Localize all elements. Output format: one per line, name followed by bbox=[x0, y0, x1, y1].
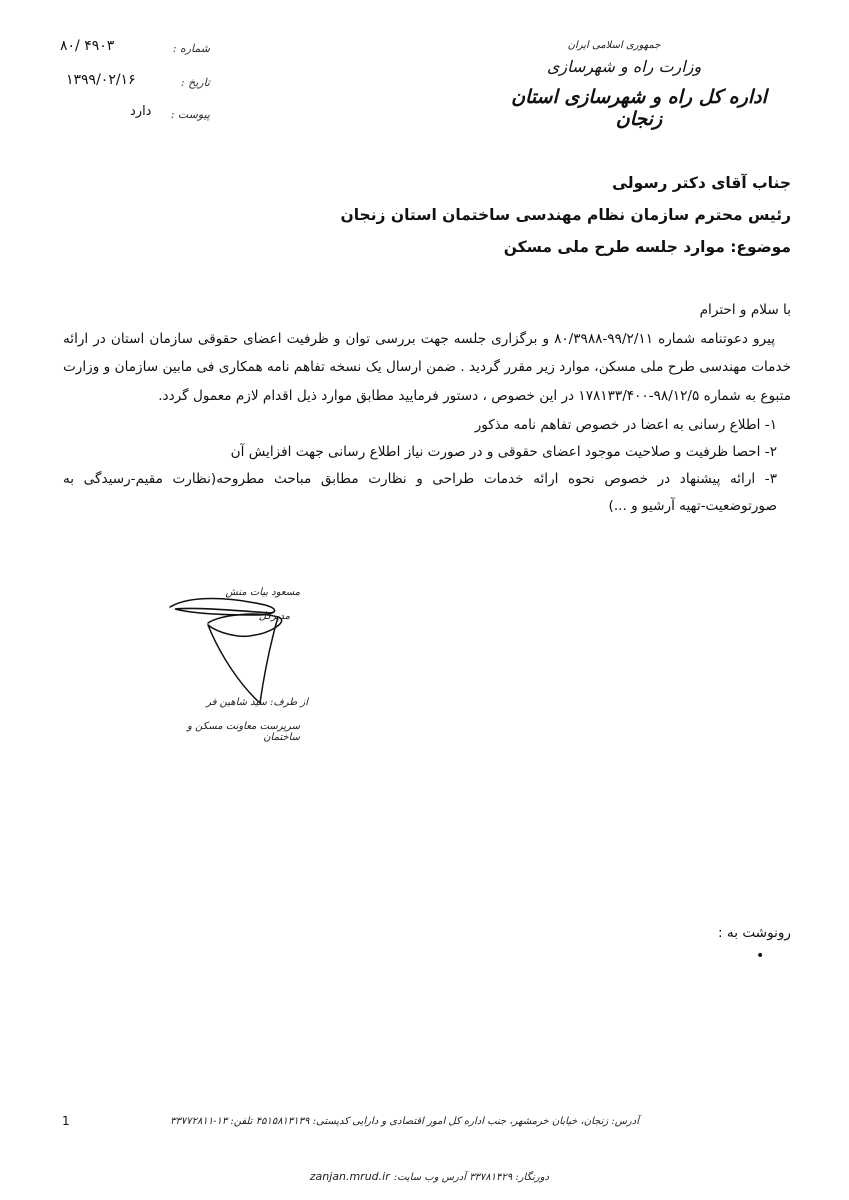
action-list bbox=[63, 412, 791, 520]
attachment-label: پیوست : bbox=[170, 108, 210, 121]
letter-meta bbox=[60, 34, 210, 124]
letter-date-label: تاریخ : bbox=[180, 76, 210, 89]
letter-subject: موضوع: موارد جلسه طرح ملی مسکن bbox=[503, 238, 791, 256]
letter-number: ۸۰/ ۴۹۰۳ bbox=[60, 38, 115, 54]
letterhead-ministry: وزارت راه و شهرسازی bbox=[546, 57, 702, 76]
list-item: ۱- اطلاع رسانی به اعضا در خصوص تفاهم نامه مذکور bbox=[474, 417, 777, 433]
letterhead-office: اداره کل راه و شهرسازی استان زنجان bbox=[511, 86, 767, 130]
letter-body bbox=[63, 296, 791, 520]
list-item: ۲- احصا ظرفیت و صلاحیت موجود اعضای حقوقی و در صورت نیاز اطلاع رسانی جهت افزایش آن bbox=[230, 444, 777, 460]
signature-block bbox=[160, 585, 360, 750]
letterhead-country: جمهوری اسلامی ایران bbox=[567, 40, 661, 51]
footer-fax: دورنگار: ۳۳۷۸۱۴۲۹ آدرس وب سایت: bbox=[393, 1172, 549, 1183]
greeting: با سلام و احترام bbox=[699, 302, 791, 318]
signer-title: مدیرکل bbox=[258, 611, 290, 622]
letter-number-label: شماره : bbox=[172, 42, 210, 55]
cc-bullet: • bbox=[756, 948, 765, 964]
recipient-name: جناب آقای دکتر رسولی bbox=[612, 174, 791, 192]
footer-contact bbox=[310, 1170, 549, 1183]
page-number: 1 bbox=[62, 1114, 70, 1128]
attachment-value: دارد bbox=[130, 104, 152, 119]
cc-label: رونوشت به : bbox=[718, 925, 791, 941]
letterhead bbox=[489, 40, 789, 130]
addressee-block bbox=[91, 174, 791, 270]
on-behalf-title: سرپرست معاونت مسکن و ساختمان bbox=[187, 721, 300, 743]
signer-name: مسعود بیات منش bbox=[225, 587, 300, 598]
letter-date: ۱۳۹۹/۰۲/۱۶ bbox=[66, 72, 136, 88]
main-paragraph: پیرو دعوتنامه شماره ۹۹/۲/۱۱-۸۰/۳۹۸۸ و برگزاری جلسه جهت بررسی توان و ظرفیت اعضای حقوقی سازمان استان در ارائه خدمات مهندسی طرح ملی مسکن، موارد زیر مقرر گردید . ضمن ارسال یک نسخه تفاهم نامه همکاری فی مابین سازمان و وزارت متبوع به شماره ۹۸/۱۲/۵-۱۷۸۱۳۳/۴۰۰ در این خصوص ، دستور فرمایید مطابق موارد ذیل اقدام لازم معمول گردد. bbox=[63, 330, 791, 404]
footer-website[interactable]: zanjan.mrud.ir bbox=[309, 1170, 390, 1183]
list-item: ۳- ارائه پیشنهاد در خصوص نحوه ارائه خدمات طراحی و نظارت مطابق مباحث مطروحه(نظارت مقیم-رسیدگی به صورتوضعیت-تهیه آرشیو و ...) bbox=[63, 471, 777, 514]
recipient-position: رئیس محترم سازمان نظام مهندسی ساختمان استان زنجان bbox=[340, 206, 791, 224]
footer-address: آدرس: زنجان، خیابان خرمشهر، جنب اداره کل امور اقتصادی و دارایی کدپستی: ۴۵۱۵۸۱۳۱۳۹ تلفن: ۱۳-۳۳۷۷۲۸۱۱ bbox=[170, 1116, 639, 1127]
on-behalf-of: از طرف: سید شاهین فر bbox=[206, 697, 308, 708]
